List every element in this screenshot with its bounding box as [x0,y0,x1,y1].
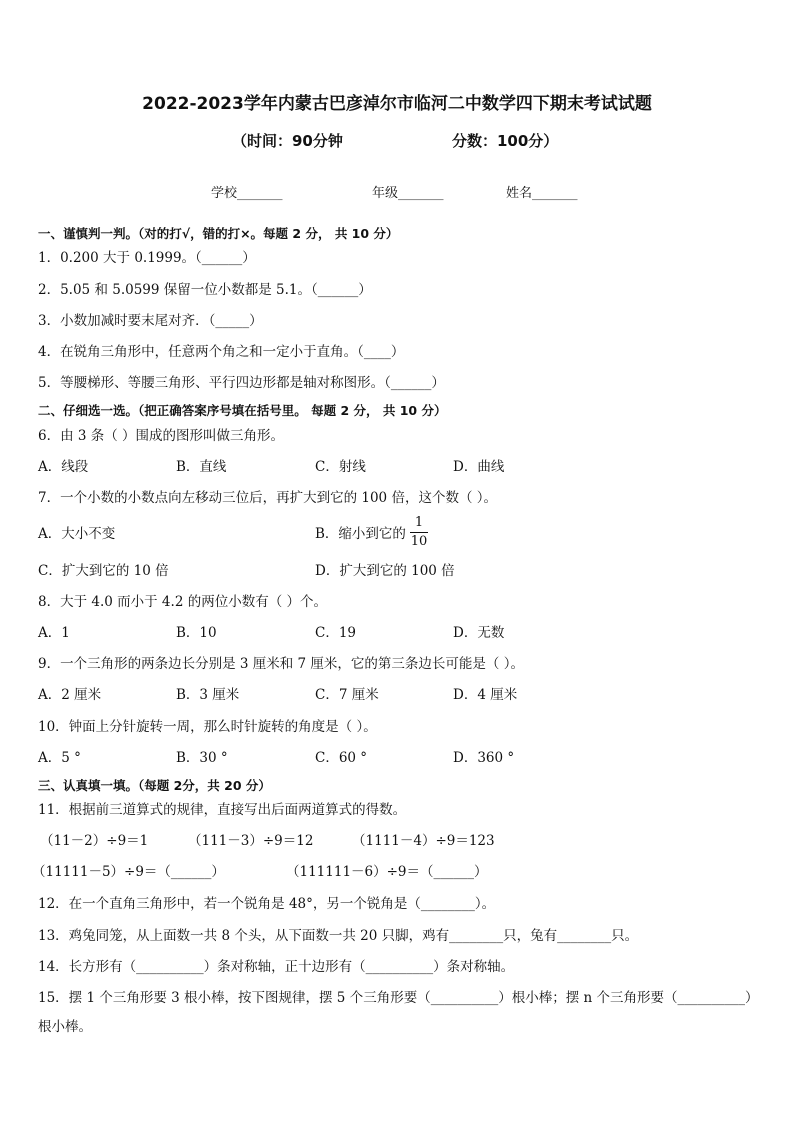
school-field: 学校_______ [211,186,283,201]
fraction-one-tenth [410,515,428,550]
fraction-denominator: 10 [410,534,428,549]
question-11-stem: 11．根据前三道算式的规律，直接写出后面两道算式的得数。 [38,802,407,818]
question-3: 3．小数加减时要末尾对齐．（_____） [38,313,263,329]
question-8-option-a: A．1 [38,625,70,641]
grade-field: 年级_______ [372,186,444,201]
fraction-numerator: 1 [414,515,424,530]
question-11-expr-3: （1111－4）÷9＝123 [352,833,495,849]
question-9-option-c: C．7 厘米 [315,687,379,703]
question-12: 12．在一个直角三角形中，若一个锐角是 48°，另一个锐角是（________）。 [38,896,496,912]
question-9-option-a: A．2 厘米 [38,687,102,703]
question-10-option-a: A．5 ° [38,750,81,766]
question-4: 4．在锐角三角形中，任意两个角之和一定小于直角。（____） [38,344,405,360]
section-heading-judge: 一、谨慎判一判。（对的打√，错的打×。每题 2 分， 共 10 分） [38,226,399,241]
fraction-bar [410,532,428,533]
question-7-option-c: C．扩大到它的 10 倍 [38,563,169,579]
question-10-stem: 10．钟面上分针旋转一周，那么时针旋转的角度是（ ）。 [38,719,377,735]
question-11-expr-1: （11－2）÷9＝1 [40,833,149,849]
question-14: 14．长方形有（__________）条对称轴，正十边形有（__________）条对称轴。 [38,959,515,975]
question-9-option-b: B．3 厘米 [176,687,240,703]
question-8-option-d: D．无数 [453,625,505,641]
question-7-option-b: B．缩小到它的 [315,526,406,542]
question-6-option-b: B．直线 [176,459,227,475]
question-11-expr-2: （111－3）÷9＝12 [188,833,314,849]
question-7-option-d: D．扩大到它的 100 倍 [315,563,455,579]
section-heading-fill: 三、认真填一填。（每题 2分，共 20 分） [38,778,271,793]
exam-time: （时间：90分钟 [232,132,343,150]
question-9-stem: 9．一个三角形的两条边长分别是 3 厘米和 7 厘米，它的第三条边长可能是（ ）。 [38,656,524,672]
question-5: 5．等腰梯形、等腰三角形、平行四边形都是轴对称图形。（______） [38,375,445,391]
question-7-option-a: A．大小不变 [38,526,116,542]
question-7-stem: 7．一个小数的小数点向左移动三位后，再扩大到它的 100 倍，这个数（ ）。 [38,490,497,506]
question-8-stem: 8．大于 4.0 而小于 4.2 的两位小数有（ ）个。 [38,594,327,610]
question-13: 13．鸡兔同笼，从上面数一共 8 个头，从下面数一共 20 只脚，鸡有________只，兔有________只。 [38,928,639,944]
question-11-expr-5: （111111－6）÷9＝（______） [286,864,488,880]
question-8-option-c: C．19 [315,625,357,641]
question-11-expr-4: （11111－5）÷9＝（______） [32,864,225,880]
question-6-option-c: C．射线 [315,459,366,475]
exam-score: 分数：100分） [452,132,559,150]
question-10-option-b: B．30 ° [176,750,228,766]
question-6-option-a: A．线段 [38,459,89,475]
page-title: 2022-2023学年内蒙古巴彦淖尔市临河二中数学四下期末考试试题 [142,94,652,114]
question-1: 1．0.200 大于 0.1999。（______） [38,250,256,266]
section-heading-choice: 二、仔细选一选。（把正确答案序号填在括号里。 每题 2 分， 共 10 分） [38,403,447,418]
question-2: 2．5.05 和 5.0599 保留一位小数都是 5.1。（______） [38,282,372,298]
name-field: 姓名_______ [506,186,578,201]
question-6-option-d: D．曲线 [453,459,505,475]
question-9-option-d: D．4 厘米 [453,687,518,703]
question-6-stem: 6．由 3 条（ ）围成的图形叫做三角形。 [38,428,285,444]
question-10-option-c: C．60 ° [315,750,368,766]
question-15: 15．摆 1 个三角形要 3 根小棒，按下图规律，摆 5 个三角形要（__________）根小棒；摆 n 个三角形要（__________） [38,990,759,1006]
question-15-continued: 根小棒。 [38,1019,92,1035]
question-8-option-b: B．10 [176,625,217,641]
question-10-option-d: D．360 ° [453,750,515,766]
